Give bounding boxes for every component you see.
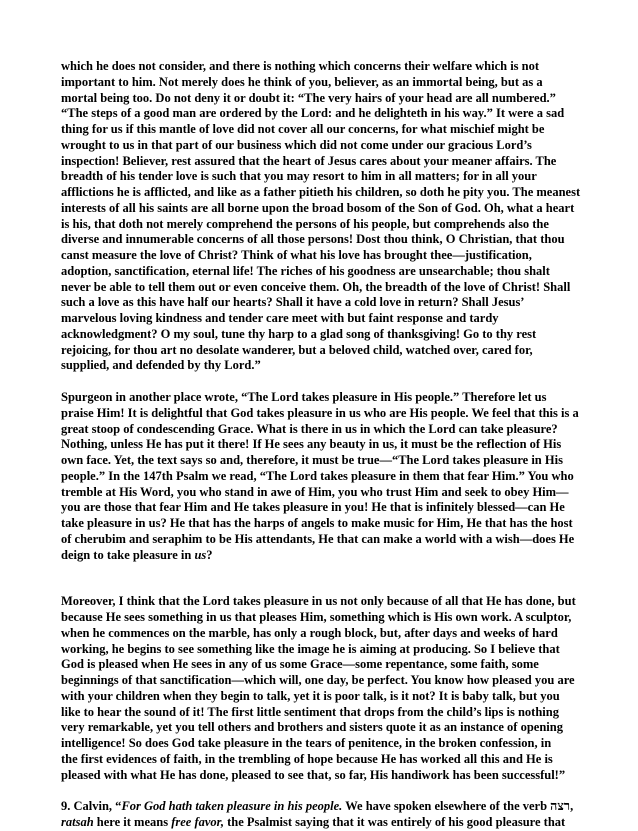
text-line: praise Him! It is delightful that God takes pleasure in us who are His people. We feel that this is a [61, 405, 579, 420]
text-line: take pleasure in us? He that has the harps of angels to make music for Him, He that has the host [61, 516, 573, 530]
text-line: rejoicing, for thou art no desolate wanderer, but a beloved child, watched over, cared for, [61, 342, 533, 357]
text-line: when he commences on the marble, has only a rough block, but, after days and weeks of hard [61, 625, 558, 640]
text-line: tremble at His Word, you who stand in awe of Him, you who trust Him and seek to obey Him— [61, 484, 569, 499]
hebrew-word: רצה [550, 799, 571, 814]
text-line: own face. Yet, the text says so and, therefore, it must be true—“The Lord takes pleasure in His [61, 453, 563, 467]
text-run: the Psalmist saying that it was entirely of his good pleasure that [223, 815, 566, 829]
text-line: inspection! Believer, rest assured that the heart of Jesus cares about your meaner affairs. The [61, 153, 557, 168]
text-line: God is pleased when He sees in any of us some Grace—some repentance, some faith, some [61, 657, 539, 672]
text-line: mortal being too. Do not deny it or doubt it: “The very hairs of your head are all numbered.” [61, 90, 556, 105]
text-line: adoption, sanctification, eternal life! The riches of his goodness are unsearchable; thou shalt [61, 263, 550, 278]
text-line: breadth of his tender love is such that you may resort to him in all matters; for in all your [61, 169, 537, 184]
text-line: you are those that fear Him and He takes pleasure in you! He that is infinitely blessed—can He [61, 500, 565, 515]
text-line: the first evidences of faith, in the trembling of hope because He has worked all this and He is [61, 751, 553, 766]
text-line: which he does not consider, and there is nothing which concerns their welfare which is not [61, 59, 540, 73]
text-line: working, he begins to see something like the image he is aiming at producing. So I believe that [61, 641, 560, 656]
text-line: people.” In the 147th Psalm we read, “The Lord takes pleasure in them that fear Him.” You who [61, 468, 574, 483]
text-line: marvelous loving kindness and tender care meet with but faint response and tardy [61, 311, 499, 325]
text-run: ? [206, 547, 213, 562]
text-line: Moreover, I think that the Lord takes pleasure in us not only because of all that He has done, but [61, 594, 576, 609]
text-line: with your children when they begin to talk, yet it is poor talk, is it not? It is baby talk, but you [61, 688, 560, 703]
text-line: intelligence! So does God take pleasure in the tears of penitence, in the broken confession, in [61, 736, 552, 750]
text-line: diverse and innumerable concerns of all those persons! Dost thou think, O Christian, that thou [61, 232, 565, 247]
text-line: because He sees something in us that pleases Him, something which is His own work. A sculptor, [61, 610, 572, 624]
text-line: beginnings of that sanctification—which will, one day, be perfect. You know how pleased you are [61, 673, 575, 687]
text-line: interests of all his saints are all borne upon the broad bosom of the Son of God. Oh, what a heart [61, 200, 575, 215]
paragraph-2 [61, 390, 583, 563]
paragraph-1 [61, 59, 583, 374]
italic-run: free favor, [171, 815, 224, 829]
text-line: very remarkable, yet you tell others and brothers and sisters quote it as an instance of opening [61, 720, 563, 735]
text-line: acknowledgment? O my soul, tune thy harp to a glad song of thanksgiving! Go to thy rest [61, 326, 537, 341]
document-body [61, 59, 583, 831]
text-line: afflictions he is afflicted, and like as a father pitieth his children, so doth he pity you. The meanest [61, 185, 581, 199]
text-run: , [570, 799, 574, 814]
italic-run: us [194, 547, 207, 562]
text-line: great stoop of condescending Grace. What is there in us in which the Lord can take pleasure? [61, 421, 558, 436]
text-line: important to him. Not merely does he think of you, believer, as an immortal being, but as a [61, 74, 543, 89]
text-line: supplied, and defended by thy Lord.” [61, 358, 261, 373]
text-line: Nothing, unless He has put it there! If He sees any beauty in us, it must be the reflection of His [61, 437, 562, 452]
text-line: never be able to tell them out or even conceive them. Oh, the breadth of the love of Christ! Shall [61, 279, 571, 294]
italic-run: ratsah [61, 815, 94, 829]
text-line: pleased with what He has done, pleased to see that, so far, His handiwork has been successful!” [61, 767, 566, 782]
text-line: wrought to us in that part of our business which did not come under our gracious Lord’s [61, 137, 532, 152]
text-line [61, 815, 583, 831]
paragraph-3 [61, 594, 583, 783]
text-run: We have spoken elsewhere of the verb [342, 799, 551, 814]
paragraph-spacer [61, 783, 583, 799]
text-line: “The steps of a good man are ordered by the Lord: and he delighteth in his way.” It were a sad [61, 106, 565, 121]
paragraph-spacer [61, 374, 583, 390]
paragraph-spacer [61, 563, 583, 594]
text-run: 9. Calvin, “ [61, 799, 122, 814]
text-run: deign to take pleasure in [61, 547, 195, 562]
text-line: canst measure the love of Christ? Think of what his love has brought thee—justification, [61, 248, 532, 262]
text-line: like to hear the sound of it! The first little sentiment that drops from the child’s lips is nothing [61, 704, 559, 719]
text-line: of cherubim and seraphim to be His attendants, He that can make a world with a wish—does He [61, 531, 575, 546]
text-line: such a love as this have half our hearts? Shall it have a cold love in return? Shall Jesus’ [61, 295, 525, 310]
text-run: here it means [93, 815, 172, 829]
text-line [61, 548, 583, 564]
text-line [61, 799, 583, 815]
italic-run: For God hath taken pleasure in his people. [121, 799, 343, 814]
text-line: thing for us if this mantle of love did not cover all our concerns, for what mischief might be [61, 122, 545, 136]
text-line: is his, that doth not merely comprehend the persons of his people, but comprehends also the [61, 216, 549, 231]
text-line: Spurgeon in another place wrote, “The Lord takes pleasure in His people.” Therefore let us [61, 390, 547, 404]
paragraph-4-calvin-note [61, 799, 583, 831]
